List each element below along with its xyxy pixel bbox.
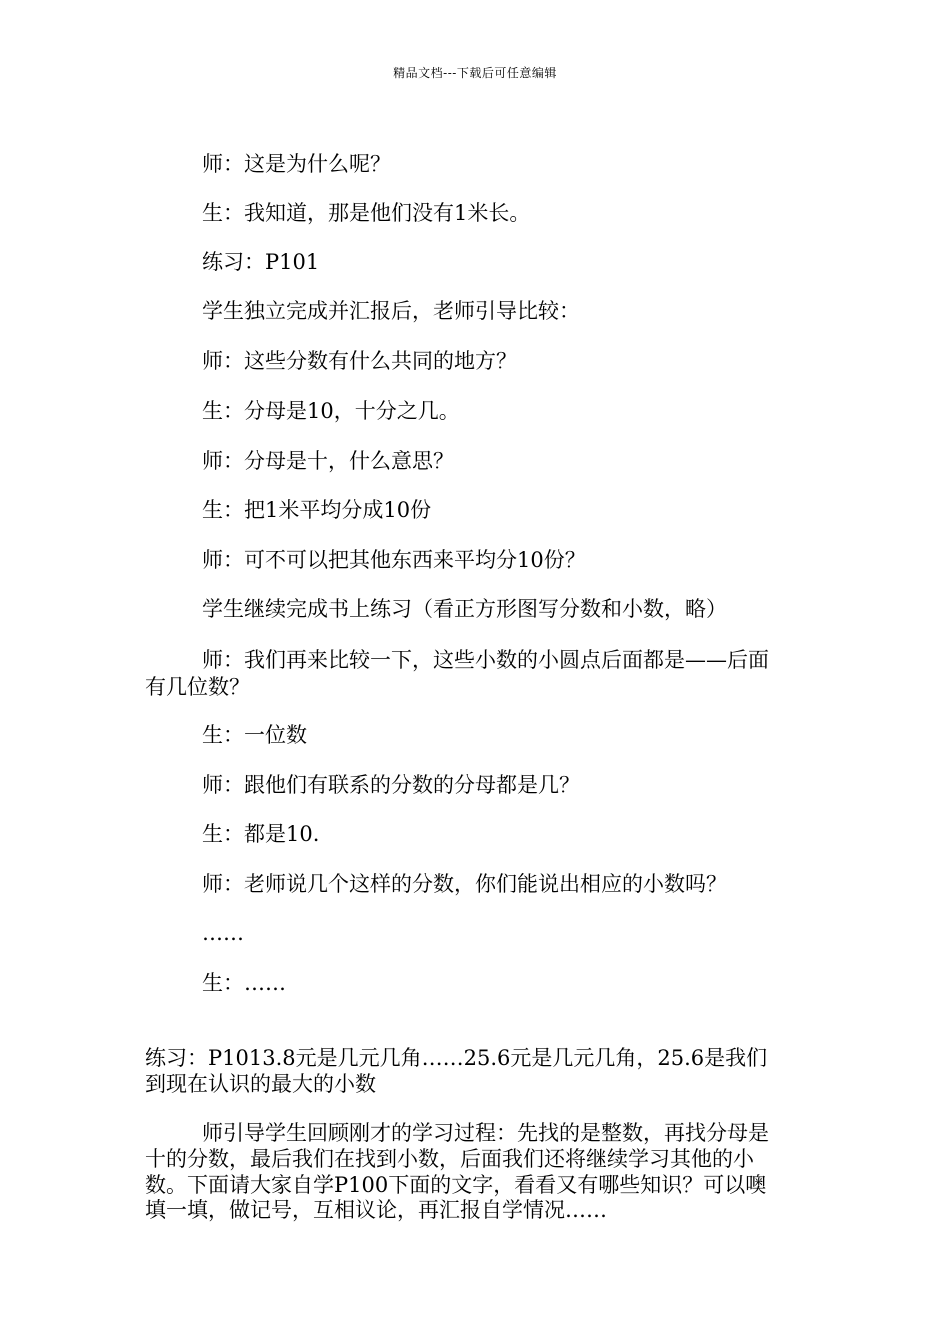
dialogue-line: 师：这些分数有什么共同的地方？ [202,349,517,373]
dialogue-line: …… [202,921,244,945]
exercise-line: 练习：P101 [202,250,320,274]
paragraph-line: 到现在认识的最大的小数 [145,1072,376,1096]
paragraph-line: 师引导学生回顾刚才的学习过程：先找的是整数，再找分母是 [202,1121,769,1145]
dialogue-line: 师：分母是十，什么意思？ [202,449,454,473]
dialogue-line: 生：把1米平均分成10份 [202,498,432,522]
paragraph-line: 数。下面请大家自学P100下面的文字，看看又有哪些知识？可以噢 [145,1173,767,1197]
paragraph-line: 填一填，做记号，互相议论，再汇报自学情况…… [145,1198,607,1222]
dialogue-line: 学生继续完成书上练习（看正方形图写分数和小数，略） [202,597,727,621]
dialogue-line: 师：跟他们有联系的分数的分母都是几？ [202,773,580,797]
paragraph-line: 十的分数，最后我们在找到小数，后面我们还将继续学习其他的小 [145,1147,754,1171]
dialogue-line: 学生独立完成并汇报后，老师引导比较： [202,299,580,323]
dialogue-line: 师：老师说几个这样的分数，你们能说出相应的小数吗？ [202,872,727,896]
dialogue-line: 生：…… [202,971,286,995]
dialogue-line: 师：这是为什么呢？ [202,152,391,176]
dialogue-line: 生：都是10. [202,822,320,846]
dialogue-line: 师：可不可以把其他东西来平均分10份？ [202,548,586,572]
dialogue-line: 生：我知道，那是他们没有1米长。 [202,201,531,225]
paragraph-line: 练习：P1013.8元是几元几角……25.6元是几元几角，25.6是我们 [145,1046,768,1070]
dialogue-line: 生：一位数 [202,723,307,747]
paragraph-line: 师：我们再来比较一下，这些小数的小圆点后面都是——后面 [202,648,769,672]
paragraph-line: 有几位数？ [145,675,250,699]
dialogue-line: 生：分母是10，十分之几。 [202,399,460,423]
page-header: 精品文档---下载后可任意编辑 [393,66,557,80]
